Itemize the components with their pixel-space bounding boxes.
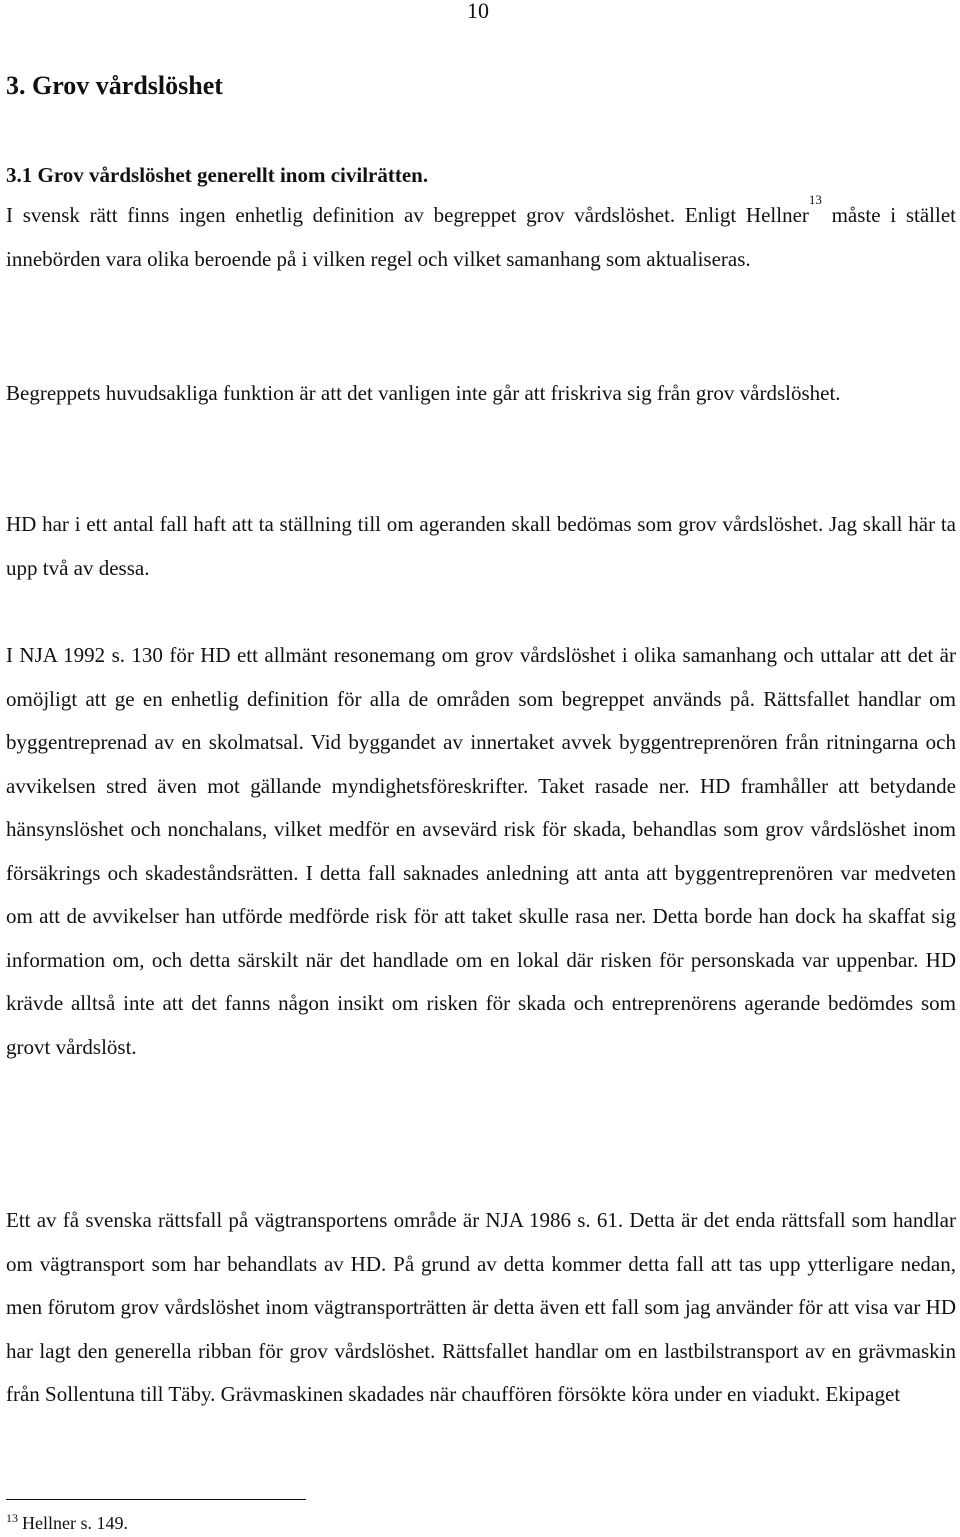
- paragraph-nja-1986: Ett av få svenska rättsfall på vägtransportens område är NJA 1986 s. 61. Detta är det enda rättsfall som handlar om vägtransport som har behandlats av HD. På grund av detta kommer detta fall att tas upp ytterligare nedan, men förutom grov vårdslöshet inom vägtransporträtten är detta även ett fall som jag använder för att visa var HD har lagt den generella ribban för grov vårdslöshet. Rättsfallet handlar om en lastbilstransport av en grävmaskin från Sollentuna till Täby. Grävmaskinen skadades när chauffören försökte köra under en viadukt. Ekipaget: [6, 1208, 956, 1406]
- paragraph-definition: [6, 194, 956, 281]
- footnote-reference: 13: [808, 192, 822, 207]
- footnote-text: Hellner s. 149.: [22, 1513, 128, 1533]
- page-number: 10: [467, 0, 489, 23]
- paragraph-definition-text-2: måste i stället innebörden vara olika beroende på i vilken regel och vilket samanhang som aktualiseras.: [6, 203, 956, 271]
- chapter-title: 3. Grov vårdslöshet: [6, 71, 223, 100]
- paragraph-hd-cases: HD har i ett antal fall haft att ta ställning till om ageranden skall bedömas som grov vårdslöshet. Jag skall här ta upp två av dessa.: [6, 512, 956, 580]
- footnote: [6, 1512, 128, 1536]
- paragraph-definition-text-1: I svensk rätt finns ingen enhetlig definition av begreppet grov vårdslöshet. Enligt Hellner: [6, 203, 809, 227]
- paragraph-nja-1992: I NJA 1992 s. 130 för HD ett allmänt resonemang om grov vårdslöshet i olika samanhang och uttalar att det är omöjligt att ge en enhetlig definition för alla de områden som begreppet används på. Rättsfallet handlar om byggentreprenad av en skolmatsal. Vid byggandet av innertaket avvek byggentreprenören från ritningarna och avvikelsen stred även mot gällande myndighetsföreskrifter. Taket rasade ner. HD framhåller att betydande hänsynslöshet och nonchalans, vilket medför en avsevärd risk för skada, behandlas som grov vårdslöshet inom försäkrings och skadeståndsrätten. I detta fall saknades anledning att anta att byggentreprenören var medveten om att de avvikelser han utförde medförde risk för att taket skulle rasa ner. Detta borde han dock ha skaffat sig information om, och detta särskilt när det handlade om en lokal där risken för personskada var uppenbar. HD krävde alltså inte att det fanns någon insikt om risken för skada och entreprenörens agerande bedömdes som grovt vårdslöst.: [6, 643, 956, 1059]
- footnote-divider: [6, 1499, 306, 1500]
- paragraph-function: Begreppets huvudsakliga funktion är att det vanligen inte går att friskriva sig från grov vårdslöshet.: [6, 381, 841, 405]
- section-title: 3.1 Grov vårdslöshet generellt inom civilrätten.: [6, 163, 429, 187]
- footnote-number: 13: [6, 1511, 18, 1525]
